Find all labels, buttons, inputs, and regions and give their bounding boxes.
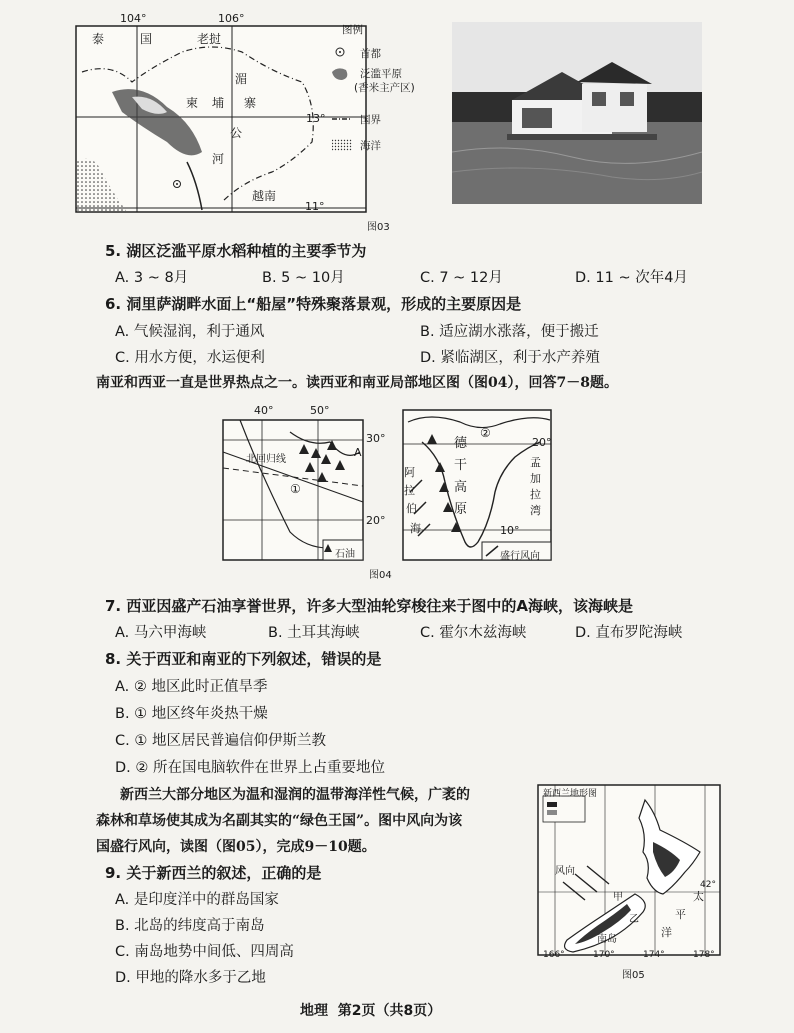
fig04-left-map [220,402,390,562]
q5-stem: 5. 湖区泛滥平原水稻种植的主要季节为 [105,242,367,260]
fig04-lat-20-right: 20° [532,436,552,449]
legend-title: 图例 [342,24,363,36]
fig04-lon-50: 50° [310,404,330,417]
arabian-char-3: 伯 [406,502,417,515]
place-tai: 泰 [92,32,105,46]
lon-label-104: 104° [120,12,147,25]
q9-option-b[interactable]: B. 北岛的纬度高于南岛 [115,918,265,934]
q8-option-c[interactable]: C. ① 地区居民普遍信仰伊斯兰教 [115,733,326,749]
q5-option-c[interactable]: C. 7 ~ 12月 [420,270,503,286]
fig05-yi-label: 乙 [629,914,639,925]
fig05-lat-42: 42° [700,880,716,890]
fig05-south-island-label: 南岛 [597,934,617,945]
fig04-lon-40: 40° [254,404,274,417]
fig05-tai-label: 太 [693,890,704,903]
q7-option-a[interactable]: A. 马六甲海峡 [115,625,207,641]
houseboat-photo [452,22,702,204]
arabian-char-4: 海 [410,522,421,535]
legend-sea: 海洋 [360,140,381,152]
tropic-label: 北回归线 [246,454,286,465]
q6-option-b[interactable]: B. 适应湖水涨落，便于搬迁 [420,324,599,340]
q9-stem: 9. 关于新西兰的叙述，正确的是 [105,864,322,882]
fig04-right-map [400,402,570,567]
houseboat-photo-svg [452,22,702,204]
legend-plain-note: (香米主产区) [354,82,415,94]
oil-legend-label: 石油 [335,549,355,560]
q5-option-b[interactable]: B. 5 ~ 10月 [262,270,345,286]
fig05-yang-label: 洋 [661,926,672,939]
wind-legend-label: 盛行风向 [500,551,540,562]
fig04-lat-10-right: 10° [500,524,520,537]
legend-plain: 泛滥平原 [360,68,402,80]
intro-9-10-line-2: 森林和草场使其成为名副其实的“绿色王国”。图中风向为该 [96,813,463,829]
q8-option-a[interactable]: A. ② 地区此时正值旱季 [115,679,268,695]
arabian-char-1: 阿 [404,466,415,479]
q5-option-d[interactable]: D. 11 ~ 次年4月 [575,270,688,286]
deccan-char-1: 德 [454,436,468,451]
fig04-lat-30-left: 30° [366,432,386,445]
deccan-char-2: 干 [454,458,468,473]
fig03-map [72,12,372,217]
strait-a-label: A [354,446,362,459]
intro-9-10-line-1: 新西兰大部分地区为温和湿润的温带海洋性气候，广袤的 [120,787,470,803]
page-footer: 地理 第2页（共8页） [300,1003,442,1019]
deccan-char-4: 原 [454,502,468,517]
lat-label-13: 13° [306,112,326,125]
deccan-char-3: 高 [454,480,468,495]
bengal-char-2: 加 [530,472,541,485]
fig05-lon-166: 166° [543,950,565,960]
fig05-wind-label: 风向 [555,866,575,877]
fig04-caption: 图04 [369,570,392,581]
q9-option-a[interactable]: A. 是印度洋中的群岛国家 [115,892,279,908]
place-gong: 公 [230,126,243,140]
intro-7-8: 南亚和西亚一直是世界热点之一。读西亚和南亚局部地区图（图04），回答7－8题。 [96,375,618,391]
fig05-lon-174: 174° [643,950,665,960]
legend-capital: 首都 [360,48,381,60]
place-vietnam: 越南 [252,189,277,203]
plain-symbol [332,68,347,80]
arabian-char-2: 拉 [404,484,415,497]
q8-option-b[interactable]: B. ① 地区终年炎热干燥 [115,706,268,722]
q7-stem: 7. 西亚因盛产石油享誉世界，许多大型油轮穿梭往来于图中的A海峡，该海峡是 [105,597,633,615]
fig05-caption: 图05 [622,970,645,981]
fig04-left-svg [220,402,390,562]
place-he: 河 [212,152,225,166]
intro-9-10-line-3: 国盛行风向，读图（图05），完成9－10题。 [96,839,376,855]
fig05-ping-label: 平 [675,908,686,921]
region-2-label: ② [480,426,491,440]
q6-stem: 6. 洞里萨湖畔水面上“船屋”特殊聚落景观，形成的主要原因是 [105,295,522,313]
place-zhai: 寨 [244,96,257,110]
place-guo: 国 [140,32,153,46]
bengal-char-4: 湾 [530,504,541,517]
place-mei: 湄 [235,72,248,86]
q8-option-d[interactable]: D. ② 所在国电脑软件在世界上占重要地位 [115,760,385,776]
q7-option-c[interactable]: C. 霍尔木兹海峡 [420,625,527,641]
q8-stem: 8. 关于西亚和南亚的下列叙述，错误的是 [105,650,382,668]
fig05-jia-label: 甲 [613,892,623,903]
fig03-legend [328,22,438,172]
lon-label-106: 106° [218,12,245,25]
lat-label-11: 11° [305,200,325,213]
fig04-lat-20-left: 20° [366,514,386,527]
q5-option-a[interactable]: A. 3 ~ 8月 [115,270,189,286]
fig03-map-svg [72,12,372,217]
place-jian: 柬 [186,96,199,110]
fig03-caption: 图03 [367,222,390,233]
q7-option-d[interactable]: D. 直布罗陀海峡 [575,625,683,641]
bengal-char-1: 孟 [530,456,541,469]
place-pu: 埔 [212,96,225,110]
fig05-lon-178: 178° [693,950,715,960]
q6-option-a[interactable]: A. 气候湿润，利于通风 [115,324,265,340]
fig05-title: 新西兰地形图 [543,789,598,799]
legend-border: 国界 [360,114,381,126]
region-1-label: ① [290,482,301,496]
fig05-lon-170: 170° [593,950,615,960]
q6-option-c[interactable]: C. 用水方便，水运便利 [115,350,265,366]
q6-option-d[interactable]: D. 紧临湖区，利于水产养殖 [420,350,600,366]
q7-option-b[interactable]: B. 土耳其海峡 [268,625,360,641]
legend-symbols [328,22,358,172]
q9-option-d[interactable]: D. 甲地的降水多于乙地 [115,970,266,986]
q9-option-c[interactable]: C. 南岛地势中间低、四周高 [115,944,294,960]
bengal-char-3: 拉 [530,488,541,501]
place-laos: 老挝 [197,32,222,46]
fig05-map [535,782,725,964]
